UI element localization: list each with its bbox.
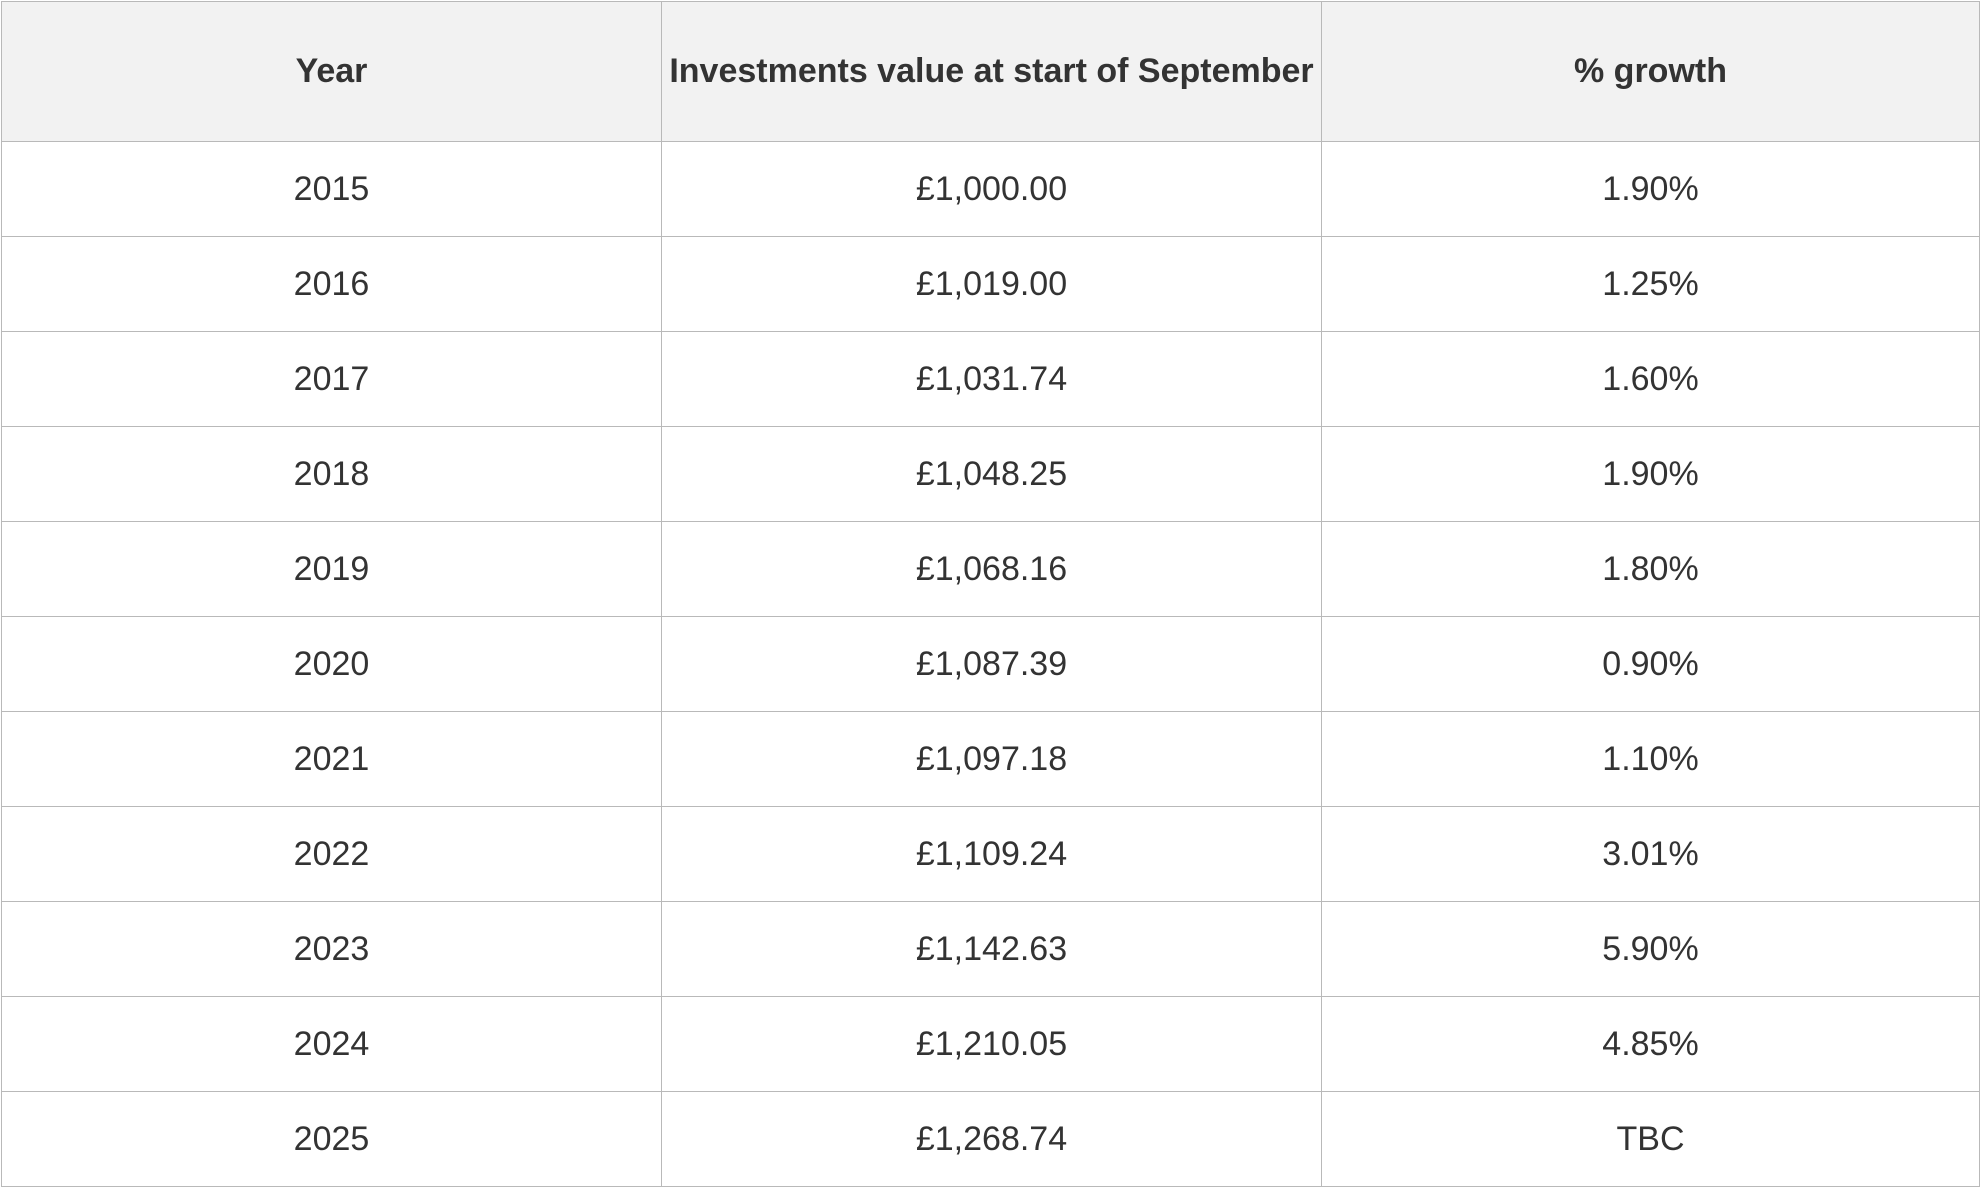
cell-investment-value: £1,048.25: [662, 427, 1322, 522]
cell-growth: 1.80%: [1322, 522, 1980, 617]
cell-year: 2021: [2, 712, 662, 807]
cell-investment-value: £1,068.16: [662, 522, 1322, 617]
cell-growth: 1.10%: [1322, 712, 1980, 807]
cell-year: 2016: [2, 237, 662, 332]
cell-year: 2017: [2, 332, 662, 427]
table-row: [2, 902, 1980, 997]
header-investments-value: Investments value at start of September: [662, 2, 1322, 142]
cell-investment-value: £1,109.24: [662, 807, 1322, 902]
cell-growth: 1.60%: [1322, 332, 1980, 427]
table-row: [2, 142, 1980, 237]
cell-investment-value: £1,019.00: [662, 237, 1322, 332]
cell-growth: 4.85%: [1322, 997, 1980, 1092]
cell-investment-value: £1,087.39: [662, 617, 1322, 712]
cell-year: 2018: [2, 427, 662, 522]
table-row: [2, 1092, 1980, 1187]
cell-growth: 1.25%: [1322, 237, 1980, 332]
cell-growth: 0.90%: [1322, 617, 1980, 712]
cell-investment-value: £1,268.74: [662, 1092, 1322, 1187]
table-row: [2, 712, 1980, 807]
cell-year: 2015: [2, 142, 662, 237]
cell-year: 2020: [2, 617, 662, 712]
cell-investment-value: £1,142.63: [662, 902, 1322, 997]
cell-year: 2024: [2, 997, 662, 1092]
cell-growth: 1.90%: [1322, 427, 1980, 522]
cell-investment-value: £1,210.05: [662, 997, 1322, 1092]
cell-investment-value: £1,031.74: [662, 332, 1322, 427]
table-row: [2, 807, 1980, 902]
cell-year: 2025: [2, 1092, 662, 1187]
header-growth: % growth: [1322, 2, 1980, 142]
table-row: [2, 427, 1980, 522]
table-row: [2, 522, 1980, 617]
investments-table: [1, 1, 1980, 1187]
cell-year: 2022: [2, 807, 662, 902]
table-row: [2, 237, 1980, 332]
table-header: [2, 2, 1980, 142]
table-row: [2, 332, 1980, 427]
table-body: [2, 142, 1980, 1187]
cell-investment-value: £1,000.00: [662, 142, 1322, 237]
cell-growth: 3.01%: [1322, 807, 1980, 902]
cell-year: 2023: [2, 902, 662, 997]
cell-growth: 1.90%: [1322, 142, 1980, 237]
cell-year: 2019: [2, 522, 662, 617]
cell-growth: TBC: [1322, 1092, 1980, 1187]
table-row: [2, 997, 1980, 1092]
header-row: [2, 2, 1980, 142]
cell-investment-value: £1,097.18: [662, 712, 1322, 807]
table-row: [2, 617, 1980, 712]
cell-growth: 5.90%: [1322, 902, 1980, 997]
header-year: Year: [2, 2, 662, 142]
